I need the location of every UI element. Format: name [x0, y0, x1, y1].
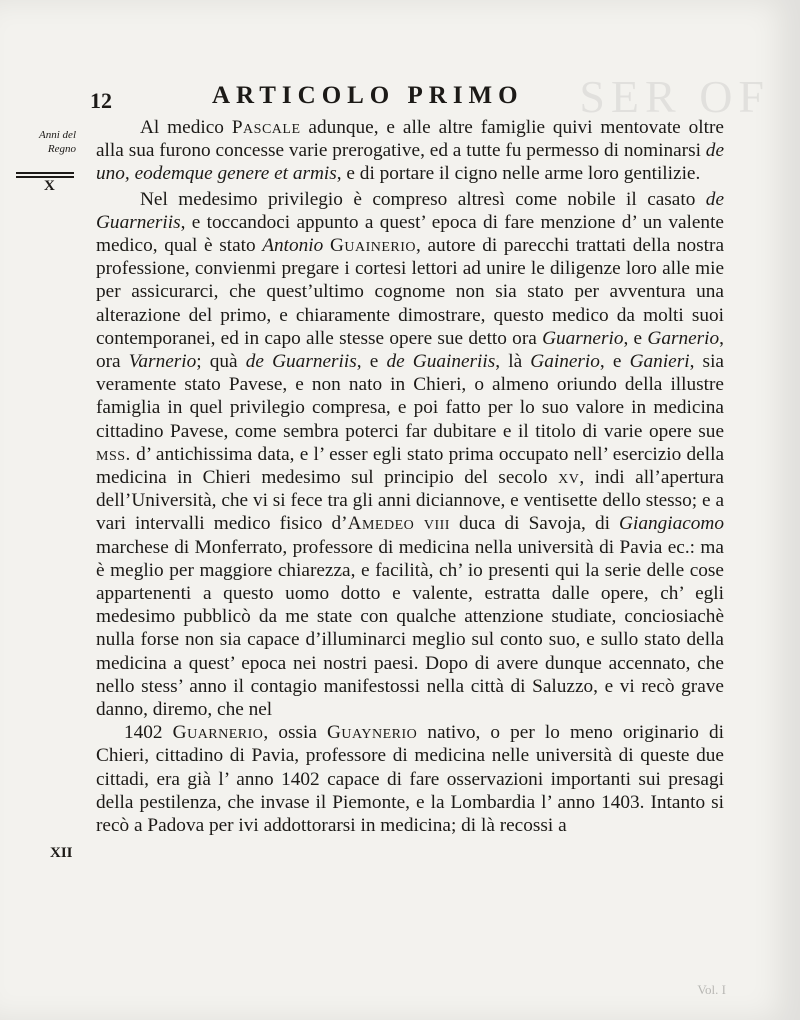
text-run: , e [623, 327, 648, 349]
text-run: , indi all’apertura dell’Università, che vi si fece tra gli anni diciannove, e ventisette dello stesso; e a vari intervalli medico fisico d’ [96, 467, 724, 535]
text-run: , e toccandoci appunto a quest’ epoca di fare menzione d’ un valente medico, qual è stato [96, 211, 724, 257]
text-run: , ora [96, 327, 724, 373]
person-name-amedeo: Amedeo viii [347, 513, 450, 535]
page-number: 12 [90, 88, 112, 113]
signature-mark: Vol. I [697, 982, 726, 997]
person-name-guainerio: Guainerio [329, 235, 417, 257]
italic-name: Giangiacomo [619, 513, 724, 535]
person-name-guaynerio: Guaynerio [326, 722, 418, 744]
italic-name: Varnerio [128, 351, 197, 373]
italic-name: Ganieri [629, 351, 690, 373]
text-run: , autore di parecchi trattati della nostra professione, convienmi pregare i cortesi lettori ad unire le diligenze loro alle mie per assicurarci, che quest’ultimo cognome non sia stato per avventura una alterazione del primo, e chiaramente dimostrare, questo medico da molti suoi contemporanei, ed in capo alle stesse opere sue detto ora [96, 235, 724, 349]
text-run: d’ antichissima data, e l’ esser egli stato prima occupato nell’ esercizio della medicina in Chieri medesimo sul principio del secolo [96, 443, 724, 489]
text-run: nativo, o per lo meno originario di Chieri, cittadino di Pavia, professore di medicina nelle università di queste due cittadi, era già l’ anno 1402 capace di fare osservazioni importanti sui presagi della pestilenza, che invase il Piemonte, e la Lombardia l’ anno 1403. Intanto si recò a Padova per ivi addottorarsi in medicina; di là recossi a [96, 722, 724, 837]
italic-name: de Guaineriis [386, 351, 496, 373]
person-name-pascale: Pascale [231, 117, 301, 138]
text-run: Al medico [140, 117, 232, 138]
text-run: duca di Savoja, di [449, 513, 620, 535]
text-run: , e [356, 351, 387, 373]
italic-name: de Guarneriis [96, 188, 724, 233]
paragraph-1 [96, 116, 724, 186]
text-run: , là [495, 351, 531, 373]
text-run: adunque, e alle altre famiglie quivi mentovate oltre alla sua furono concesse varie prerogative, ed a tutte fu permesso di nominarsi [96, 117, 724, 162]
latin-phrase: de uno, eodemque genere et armis [96, 140, 724, 185]
margin-note-regnal-years: Anni del Regno [39, 129, 76, 155]
paragraph-2 [96, 188, 724, 722]
text-run: Nel medesimo privilegio è compreso altresì come nobile il casato [140, 188, 706, 210]
paragraph-3 [96, 721, 724, 837]
italic-name: Gainerio [530, 351, 600, 373]
italic-name: Antonio [262, 235, 324, 257]
margin-rule [16, 172, 74, 174]
text-run: , e [599, 351, 630, 373]
text-run: , sia veramente stato Pavese, e non nato in Chieri, o almeno oriundo della illustre famiglia in quel privilegio compresa, e poi fatto per lo suo valore in medicina cittadino Pavese, come sembra poterci far dubitare e il titolo di varie opere sue [96, 351, 724, 442]
year-1402: 1402 [124, 722, 163, 744]
italic-name: de Guarneriis [245, 351, 357, 373]
text-run: , e di portare il cigno nelle arme loro gentilizie. [336, 163, 701, 185]
running-title: ARTICOLO PRIMO [212, 82, 524, 109]
abbreviation-mss: mss. [96, 443, 131, 465]
person-name-guarnerio: Guarnerio [172, 722, 264, 744]
text-run: , ossia [263, 722, 327, 744]
text-run: ; quà [196, 351, 246, 373]
text-run: marchese di Monferrato, professore di medicina nella università di Pavia ec.: ma è meglio per maggiore chiarezza, e facilità, ch’ io presenti qui la serie delle cose appartenenti a questo uomo dotto e valente, estratta dalle opere, ch’ egli medesimo pubblicò da me state con qualche attenzione studiate, conciosiachè nulla forse non sia capace d’illuminarci meglio sul conto suo, e sullo stato della medicina a quest’ epoca nei nostri paesi. Dopo di avere dunque accennato, che nello stess’ anno il contagio manifestossi nella città di Saluzzo, e vi recò grave danno, diremo, che nel [96, 536, 724, 721]
show-through-text: SER OF [579, 71, 770, 122]
century-numeral: xv [558, 467, 580, 489]
italic-name: Guarnerio [542, 327, 624, 349]
margin-regnal-year-x: X [44, 178, 55, 194]
margin-regnal-year-xii: XII [50, 845, 73, 861]
italic-name: Garnerio [647, 327, 720, 349]
body-text [96, 116, 724, 837]
page-header [88, 78, 708, 114]
